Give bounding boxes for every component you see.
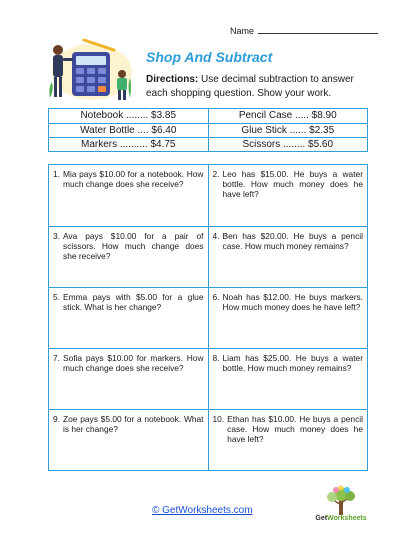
question-cell[interactable] — [49, 227, 208, 287]
question-cell[interactable] — [208, 227, 368, 287]
directions-text: Use decimal subtraction to answer each shopping question. Show your work. — [146, 74, 354, 99]
question-text: Zoe pays $5.00 for a notebook. What is her change? — [63, 414, 204, 434]
question-number: 4. — [212, 231, 220, 241]
question-text: Ava pays $10.00 for a pair of scissors. How much change does she receive? — [63, 231, 204, 261]
price-row — [49, 137, 367, 151]
question-number: 10. — [212, 414, 225, 424]
logo-text-worksheets: Worksheets — [327, 515, 367, 522]
question-cell[interactable] — [208, 288, 368, 348]
question-text: Mia pays $10.00 for a notebook. How much change does she receive? — [63, 169, 204, 189]
getworksheets-link[interactable]: © GetWorksheets.com — [152, 505, 253, 516]
question-cell[interactable] — [49, 349, 208, 409]
question-cell[interactable] — [49, 410, 208, 470]
man-figure — [118, 70, 126, 78]
shopping-illustration — [44, 36, 136, 102]
question-text: Ben has $20.00. He buys a pencil case. How much money remains? — [222, 231, 363, 251]
question-number: 5. — [53, 292, 60, 302]
question-number: 8. — [212, 353, 220, 363]
worksheet-title: Shop And Subtract — [146, 49, 273, 65]
name-label: Name — [230, 26, 255, 36]
question-number: 2. — [212, 169, 220, 179]
price-row — [49, 123, 367, 137]
question-number: 7. — [53, 353, 60, 363]
question-row — [49, 348, 367, 409]
price-item: Water Bottle .... $6.40 — [80, 125, 177, 136]
question-number: 6. — [212, 292, 220, 302]
price-item: Markers .......... $4.75 — [81, 139, 176, 150]
question-row — [49, 226, 367, 287]
question-text: Sofia pays $10.00 for markers. How much change does she receive? — [63, 353, 204, 373]
price-row — [49, 109, 367, 123]
price-item: Scissors ........ $5.60 — [208, 138, 368, 151]
question-row — [49, 165, 367, 226]
question-number: 1. — [53, 169, 60, 179]
question-row — [49, 287, 367, 348]
price-list — [48, 108, 368, 152]
question-number: 9. — [53, 414, 60, 424]
question-cell[interactable] — [208, 410, 368, 470]
name-field — [230, 25, 378, 36]
question-text: Emma pays with $5.00 for a glue stick. What is her change? — [63, 292, 204, 312]
logo-text-get: Get — [315, 515, 328, 522]
price-item: Notebook ........ $3.85 — [80, 110, 177, 121]
price-item: Glue Stick ...... $2.35 — [208, 124, 368, 137]
logo-text — [310, 515, 372, 522]
woman-figure — [53, 45, 63, 55]
price-item: Pencil Case ..... $8.90 — [208, 109, 368, 123]
question-text: Liam has $25.00. He buys a water bottle. How much money remains? — [222, 353, 363, 373]
question-text: Ethan has $10.00. He buys a pencil case. How much money does he have left? — [227, 414, 363, 444]
tree-icon — [310, 485, 372, 517]
getworksheets-logo — [310, 485, 372, 529]
question-cell[interactable] — [208, 165, 368, 226]
directions-label: Directions: — [146, 74, 199, 85]
question-cell[interactable] — [49, 288, 208, 348]
question-cell[interactable] — [208, 349, 368, 409]
question-text: Noah has $12.00. He buys markers. How much money does he have left? — [222, 292, 363, 312]
question-text: Leo has $15.00. He buys a water bottle. How much money does he have left? — [222, 169, 363, 199]
question-cell[interactable] — [49, 165, 208, 226]
question-grid — [48, 164, 368, 471]
question-row — [49, 409, 367, 470]
name-line[interactable] — [258, 25, 378, 34]
directions — [146, 73, 378, 101]
question-number: 3. — [53, 231, 60, 241]
